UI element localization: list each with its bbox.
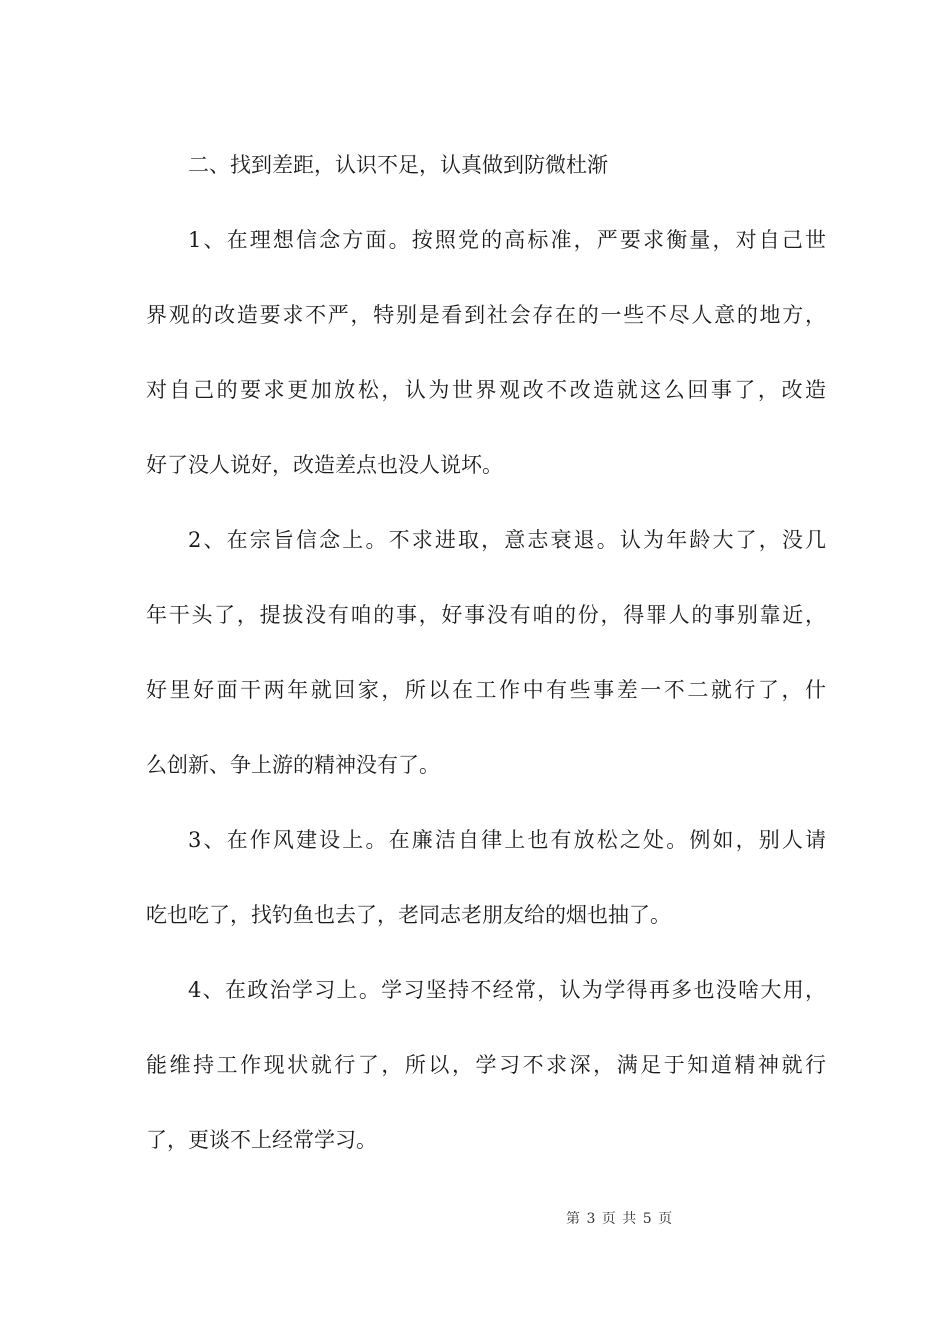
paragraph-2 [146, 503, 826, 803]
paragraph-line: 1、在理想信念方面。按照党的高标准，严要求衡量，对自己世 [188, 228, 826, 252]
paragraph-line: 4、在政治学习上。学习坚持不经常，认为学得再多也没啥大用， [188, 978, 826, 1002]
paragraph-3 [146, 803, 826, 953]
paragraph-line: 2、在宗旨信念上。不求进取，意志衰退。认为年龄大了，没几 [188, 528, 826, 552]
document-body [146, 128, 826, 1178]
paragraph-1 [146, 203, 826, 503]
paragraph-line: 对自己的要求更加放松，认为世界观改不改造就这么回事了，改造 [146, 378, 826, 402]
paragraph-line: 好了没人说好，改造差点也没人说坏。 [146, 453, 503, 477]
paragraph-line: 能维持工作现状就行了，所以，学习不求深，满足于知道精神就行 [146, 1053, 826, 1077]
paragraph-line: 界观的改造要求不严，特别是看到社会存在的一些不尽人意的地方， [146, 303, 826, 327]
paragraph-line: 3、在作风建设上。在廉洁自律上也有放松之处。例如，别人请 [188, 828, 826, 852]
paragraph-line: 好里好面干两年就回家，所以在工作中有些事差一不二就行了，什 [146, 678, 826, 702]
paragraph-4 [146, 953, 826, 1178]
section-heading [146, 128, 826, 203]
paragraph-line: 么创新、争上游的精神没有了。 [146, 753, 440, 777]
paragraph-line: 了，更谈不上经常学习。 [146, 1128, 377, 1152]
paragraph-line: 年干头了，提拔没有咱的事，好事没有咱的份，得罪人的事别靠近， [146, 603, 826, 627]
page-number: 第 3 页 共 5 页 [566, 1211, 674, 1227]
paragraph-line: 二、找到差距，认识不足，认真做到防微杜渐 [188, 153, 608, 177]
paragraph-line: 吃也吃了，找钓鱼也去了，老同志老朋友给的烟也抽了。 [146, 903, 671, 927]
